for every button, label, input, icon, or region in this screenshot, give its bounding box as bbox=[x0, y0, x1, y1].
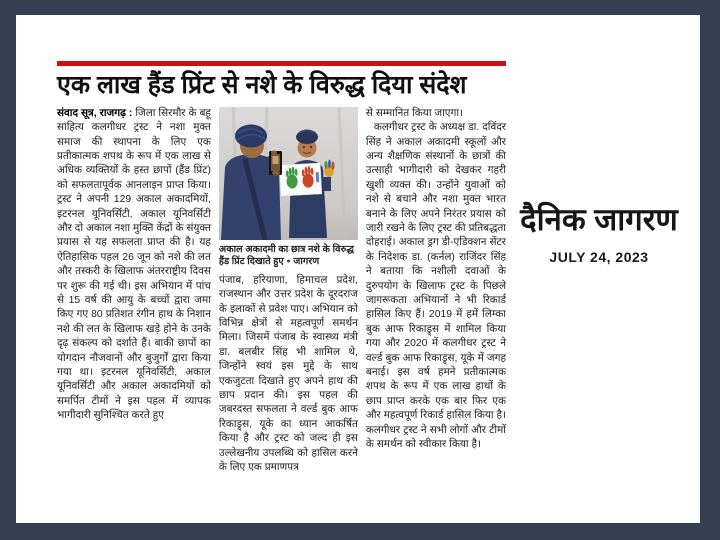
photo-caption-text: अकाल अकादमी का छात्र नशे के विरुद्ध हैंड प्रिंट दिखाते हुए bbox=[218, 243, 354, 268]
column-3-paragraph-2: कलगीधर ट्रस्ट के अध्यक्ष डा. दविंदर सिंह ने अकाल अकादमी स्कूलों और अन्य शैक्षणिक संस्थानों के छात्रों की उत्साही भागीदारी को देखकर गहरी खुशी व्यक्त की। उन्होंने युवाओं को नशे से बचाने और नशा मुक्त भारत बनाने के लिए अपने निरंतर प्रयास को जारी रखने के लिए ट्रस्ट की प्रतिबद्धता दोहराई। अकाल ड्रग डी-एडिक्शन सेंटर के निदेशक डा. (कर्नल) राजिंदर सिंह ने बताया कि नशीली दवाओं के दुरुपयोग के खिलाफ ट्रस्ट के पिछले जागरूकता अभियानों ने भी रिकार्ड हासिल किए हैं। 2019 में हमें लिम्का बुक आफ रिकाड्र्स में शामिल किया गया और 2020 में कलगीधर ट्रस्ट ने वर्ल्ड बुक आफ रिकाड्र्स, यूके में जगह बनाई। इस वर्ष हमने प्रतीकात्मक शपथ के रूप में एक लाख हाथों के छाप प्राप्त करके एक बार फिर एक और महत्वपूर्ण रिकार्ड हासिल किया है। कलगीधर ट्रस्ट ने सभी लोगों और टीमों के समर्थन को स्वीकार किया है। bbox=[365, 122, 506, 451]
photo-caption bbox=[219, 244, 358, 269]
article-column-2 bbox=[219, 107, 358, 476]
column-3-paragraph-1: से सम्मानित किया जाएगा। bbox=[365, 107, 464, 119]
caption-bullet-icon: ● bbox=[286, 258, 291, 266]
newspaper-masthead bbox=[514, 203, 684, 265]
article-columns bbox=[57, 107, 506, 476]
column-1-text: जिला सिरमौर के बहू साहित्य कलगीधर ट्रस्ट ने नशा मुक्त समाज की स्थापना के लिए एक प्रतीकात्मक शपथ के रूप में एक लाख से अधिक व्यक्तियों के हस्त छापों (हैंड प्रिंट) को सफलतापूर्वक आनलाइन प्राप्त किया। ट्रस्ट ने अपनी 129 अकाल अकादमियों, इटरनल यूनिवर्सिटी, अकाल यूनिवर्सिटी और दो अकाल नशा मुक्ति केंद्रों के संयुक्त प्रयास से यह सफलता प्राप्त की है। यह ऐतिहासिक पहल 26 जून को नशे की लत और तस्करी के खिलाफ अंतरराष्ट्रीय दिवस पर शुरू की गई थी। इस अभियान में पांच से 15 वर्ष की आयु के बच्चों द्वारा जमा किए गए 80 प्रतिशत रंगीन हाथ के निशान नशे की लत के खिलाफ खड़े होने के उनके दृढ़ संकल्प को दर्शाते हैं। बाकी छापों का योगदान नौजवानों और बुजुर्गों द्वारा किया गया था। इटरनल यूनिवर्सिटी, अकाल यूनिवर्सिटी और अकाल अकादमियों को समर्पित टीमों ने इस पहल में व्यापक भागीदारी सुनिश्चित करते हुए bbox=[57, 107, 211, 422]
byline: संवाद सूत्र, राजगढ़ : bbox=[57, 107, 133, 119]
article-photo bbox=[219, 107, 358, 240]
newspaper-title: दैनिक जागरण bbox=[520, 202, 678, 237]
photo-caption-credit: जागरण bbox=[293, 256, 320, 268]
white-page bbox=[16, 15, 700, 523]
article-photo-illustration bbox=[219, 107, 358, 240]
article-headline: एक लाख हैंड प्रिंट से नशे के विरुद्ध दिया संदेश bbox=[57, 71, 467, 99]
article-column-1 bbox=[57, 107, 211, 476]
newspaper-clipping bbox=[57, 61, 506, 475]
column-2-text: पंजाब, हरियाणा, हिमाचल प्रदेश, राजस्थान और उत्तर प्रदेश के दूरदराज के इलाकों से प्रवेश पाए। अभियान को विभिन्न क्षेत्रों से महत्वपूर्ण समर्थन मिला। जिसमें पंजाब के स्वास्थ्य मंत्री डा. बलबीर सिंह भी शामिल थे, जिन्होंने स्वयं इस मुद्दे के साथ एकजुटता दिखाते हुए अपने हाथ की छाप प्रदान की। इस पहल की जबरदस्त सफलता ने वर्ल्ड बुक आफ रिकाड्र्स, यूके का ध्यान आकर्षित किया है और ट्रस्ट को जल्द ही इस उल्लेखनीय उपलब्धि को हासिल करने के लिए एक प्रमाणपत्र bbox=[218, 274, 358, 474]
publication-date: JULY 24, 2023 bbox=[549, 249, 649, 266]
article-column-3 bbox=[366, 107, 506, 476]
headline-rule bbox=[57, 61, 506, 66]
